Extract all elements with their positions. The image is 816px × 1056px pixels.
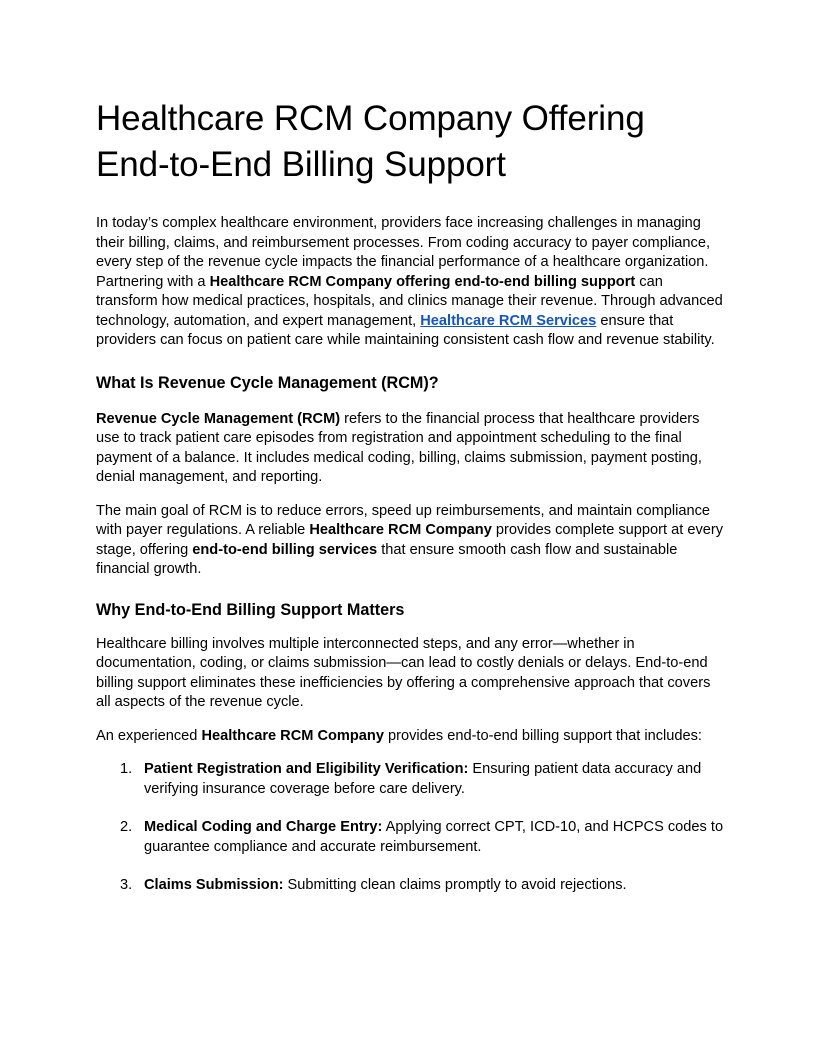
rcm-goal-text-2: provides complete support at every stage, offering [96, 522, 724, 558]
list-item-label: Claims Submission: [144, 877, 284, 893]
list-item-text: Submitting clean claims promptly to avoid rejections. [283, 877, 627, 893]
intro-text-3: ensure that providers can focus on patient care while maintaining consistent cash flow and revenue stability. [96, 312, 715, 348]
list-item [96, 876, 724, 896]
list-item-text: Ensuring patient data accuracy and verifying insurance coverage before care delivery. [144, 761, 702, 797]
list-item-text: Applying correct CPT, ICD-10, and HCPCS codes to guarantee compliance and accurate reimbursement. [144, 819, 724, 855]
intro-paragraph [96, 214, 724, 351]
rcm-goal-bold-1: Healthcare RCM Company [309, 522, 492, 538]
rcm-goal-bold-2: end-to-end billing services [192, 541, 378, 558]
intro-text-1: In today’s complex healthcare environment, providers face increasing challenges in managing their billing, claims, and reimbursement processes. From coding accuracy to payer compliance, every step of the revenue cycle impacts the financial performance of a healthcare organization. Partnering with a [96, 215, 711, 290]
rcm-goal-text-1: The main goal of RCM is to reduce errors, speed up reimbursements, and maintain compliance with payer regulations. A reliable [96, 502, 711, 538]
intro-bold-1: Healthcare RCM Company offering end-to-end billing support [209, 273, 636, 290]
page-title: Healthcare RCM Company Offering End-to-End Billing Support [96, 99, 645, 184]
list-item-label: Patient Registration and Eligibility Verification: [144, 761, 469, 777]
section-heading-billing-support: Why End-to-End Billing Support Matters [96, 600, 405, 619]
billing-includes-paragraph [96, 727, 724, 747]
rcm-goal-text-3: that ensure smooth cash flow and sustainable financial growth. [96, 541, 678, 577]
section-heading-rcm: What Is Revenue Cycle Management (RCM)? [96, 373, 439, 392]
list-item-number: 2. [120, 819, 133, 835]
billing-includes-text-1: An experienced [96, 727, 202, 744]
list-item-number: 3. [120, 877, 133, 893]
rcm-bold-term: Revenue Cycle Management (RCM) [96, 410, 341, 427]
rcm-definition-text: refers to the financial process that healthcare providers use to track patient care episodes from registration and appointment scheduling to the final payment of a balance. It includes medical coding, billing, claims submission, payment posting, denial management, and reporting. [96, 410, 702, 485]
billing-steps-list [96, 760, 724, 896]
list-item-number: 1. [120, 761, 133, 777]
rcm-definition-paragraph [96, 410, 724, 488]
billing-includes-bold: Healthcare RCM Company [201, 727, 384, 744]
billing-includes-text-2: provides end-to-end billing support that includes: [383, 727, 702, 744]
list-item [96, 818, 724, 857]
rcm-goal-paragraph [96, 502, 724, 580]
list-item-label: Medical Coding and Charge Entry: [144, 819, 383, 835]
healthcare-rcm-services-link[interactable]: Healthcare RCM Services [420, 312, 597, 329]
document-page [96, 96, 724, 915]
intro-text-2: can transform how medical practices, hospitals, and clinics manage their revenue. Through advanced technology, automation, and expert management, [96, 273, 723, 329]
list-item [96, 760, 724, 799]
billing-support-paragraph: Healthcare billing involves multiple interconnected steps, and any error—whether in documentation, coding, or claims submission—can lead to costly denials or delays. End-to-end billing support eliminates these inefficiencies by offering a comprehensive approach that covers all aspects of the revenue cycle. [96, 635, 711, 710]
